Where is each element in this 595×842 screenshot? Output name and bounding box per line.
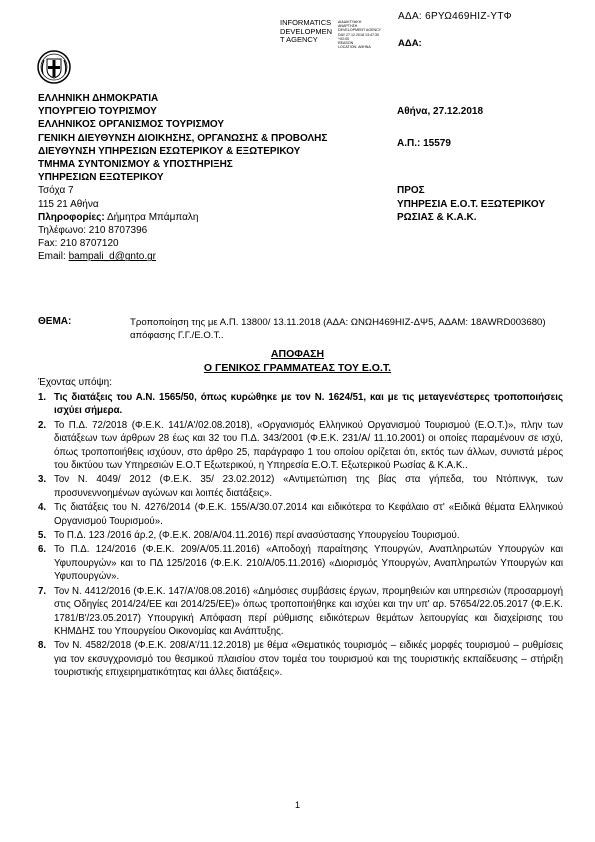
having-considered: Έχοντας υπόψη:	[38, 377, 112, 388]
header-general-directorate: ΓΕΝΙΚΗ ΔΙΕΥΘΥΝΣΗ ΔΙΟΙΚΗΣΗΣ, ΟΡΓΑΝΩΣΗΣ & ΠΡΟΒΟΛΗΣ	[38, 132, 328, 144]
list-item: 2. Το Π.Δ. 72/2018 (Φ.Ε.Κ. 141/Α'/02.08.2018), «Οργανισμός Ελληνικού Οργανισμού Τουρισμού (Ε.Ο.Τ.)», πλην των διατάξεων των άρθρων 28 έως και 32 του Π.Δ. 343/2001 (Φ.Ε.Κ. 231/Α/ 11.10.2001) οι οποίες παραμένουν σε ισχύ, όπως τροποποιήθεις ισχύουν, στο άρθρο 25, παράγραφο 1 του οποίου ορίζεται ότι, εκτός των άλλων, συνιστά μέρος του δικτύου των Υπηρεσιών Ε.Ο.Τ Εξωτερικού, η Υπηρεσία Ε.Ο.Τ. Εξωτερικού Ρωσίας & Κ.Α.Κ..	[38, 419, 563, 472]
list-item: 6. Το Π.Δ. 124/2016 (Φ.Ε.Κ. 209/Α/05.11.2016) «Αποδοχή παραίτησης Υπουργών, Αναπληρωτών Υπουργών και Υφυπουργών» και το ΠΔ 125/2016 (Φ.Ε.Κ. 210/Α/05.11.2016) «Διορισμός Υπουργών, Αναπληρωτών Υπουργών και Υφυπουργών».	[38, 544, 563, 583]
list-item: 8. Τον Ν. 4582/2018 (Φ.Ε.Κ. 208/Α'/11.12.2018) με θέμα «Θεματικός τουρισμός – ειδικές μορφές τουρισμού – ρυθμίσεις για τον εκσυγχρονισμό του θεσμικού πλαισίου στον τομέα του τουρισμού και της τουριστικής εκπαίδευσης – στήριξη τουριστικής επιχειρηματικότητας και άλλες διατάξεις».	[38, 640, 563, 679]
list-item: 1. Τις διατάξεις του Α.Ν. 1565/50, όπως κυρώθηκε με τον Ν. 1624/51, και με τις μεταγενέστερες τροποποιήσεις ισχύει σήμερα.	[38, 392, 563, 417]
list-item: 3. Τον Ν. 4049/ 2012 (Φ.Ε.Κ. 35/ 23.02.2012) «Αντιμετώπιση της βίας στα γήπεδα, του Ντόπινγκ, των προσυνεννοημένων αγώνων και λοιπές διατάξεις».	[38, 474, 563, 499]
header-department: ΤΜΗΜΑ ΣΥΝΤΟΝΙΣΜΟΥ & ΥΠΟΣΤΗΡΙΞΗΣ	[38, 159, 233, 170]
recipient-line-1: ΥΠΗΡΕΣΙΑ Ε.Ο.Τ. ΕΞΩΤΕΡΙΚΟΥ	[397, 198, 546, 210]
header-organization: ΕΛΛΗΝΙΚΟΣ ΟΡΓΑΝΙΣΜΟΣ ΤΟΥΡΙΣΜΟΥ	[38, 119, 225, 131]
hellenic-emblem-icon	[37, 50, 71, 84]
page-number: 1	[294, 800, 300, 810]
subject-text: Τροποποίηση της με Α.Π. 13800/ 13.11.2018 (ΑΔΑ: ΩΝΩΗ469ΗΙΖ-ΔΨ5, ΑΔΑΜ: 18AWRD003680) απόφασης Γ.Γ./Ε.Ο.Τ..	[130, 317, 546, 341]
list-item: 5. Το Π.Δ. 123 /2016 άρ.2, (Φ.Ε.Κ. 208/Α/04.11.2016) περί ανασύστασης Υπουργείου Τουρισμού.	[38, 530, 460, 542]
header-postal: 115 21 Αθήνα	[38, 198, 99, 210]
ada-label: ΑΔΑ:	[398, 38, 422, 49]
header-info: Πληροφορίες: Δήμητρα Μπάμπαλη	[38, 211, 199, 223]
header-phone: Τηλέφωνο: 210 8707396	[38, 225, 148, 236]
header-address: Τσόχα 7	[38, 185, 74, 197]
list-item: 4. Τις διατάξεις του Ν. 4276/2014 (Φ.Ε.Κ. 155/Α/30.07.2014 και ειδικότερα το Κεφάλαιο στ' «Ειδικά θέματα Ελληνικού Οργανισμού Τουρισμού».	[38, 502, 563, 527]
signature-details: ΔΙΑΔΙΚΤΥΑΚΗ ΑΝΑΡΤΗΣΗ DEVELOPMENT AGENCY DAY 27.12.2018 13:47:30 +02:00 REASON LOCATION: ΑΘΗΝΑ	[338, 20, 382, 50]
header-email: Email: bampali_d@gnto.gr	[38, 251, 157, 263]
protocol-number: Α.Π.: 15579	[397, 138, 451, 149]
header-directorate: ΔΙΕΥΘΥΝΣΗ ΥΠΗΡΕΣΙΩΝ ΕΣΩΤΕΡΙΚΟΥ & ΕΞΩΤΕΡΙΚΟΥ	[38, 145, 301, 157]
decision-subtitle: Ο ΓΕΝΙΚΟΣ ΓΡΑΜΜΑΤΕΑΣ ΤΟΥ Ε.Ο.Τ.	[203, 362, 392, 374]
recipient-label: ΠΡΟΣ	[397, 185, 425, 197]
decision-title: ΑΠΟΦΑΣΗ	[270, 348, 325, 360]
header-department-cont: ΥΠΗΡΕΣΙΩΝ ΕΞΩΤΕΡΙΚΟΥ	[38, 172, 164, 184]
document-date: Αθήνα, 27.12.2018	[397, 106, 484, 118]
subject-label: ΘΕΜΑ:	[38, 316, 72, 327]
considerations-list	[38, 391, 563, 681]
header-country: ΕΛΛΗΝΙΚΗ ΔΗΜΟΚΡΑΤΙΑ	[38, 93, 159, 104]
header-ministry: ΥΠΟΥΡΓΕΙΟ ΤΟΥΡΙΣΜΟΥ	[38, 106, 157, 118]
signature-org-name: INFORMATICS DEVELOPMEN T AGENCY	[280, 18, 333, 44]
recipient-line-2: ΡΩΣΙΑΣ & Κ.Α.Κ.	[397, 211, 477, 223]
ada-top: ΑΔΑ: 6ΡΥΩ469ΗΙΖ-ΥΤΦ	[398, 11, 512, 22]
header-fax: Fax: 210 8707120	[38, 238, 119, 250]
list-item: 7. Τον Ν. 4412/2016 (Φ.Ε.Κ. 147/Α'/08.08.2016) «Δημόσιες συμβάσεις έργων, προμηθειών και υπηρεσιών (προσαρμογή στις Οδηγίες 2014/24/ΕΕ και 2014/25/ΕΕ)» όπως τροποποιήθηκε και ισχύει και την υπ' αρ. 57654/22.05.2017 (Φ.Ε.Κ. 1781/Β'/23.05.2017) Υπουργική Απόφαση περί ρύθμισης ειδικότερων θεμάτων λειτουργίας και διαχείρισης του ΚΗΜΔΗΣ του Υπουργείου Οικονομίας και Ανάπτυξης.	[38, 585, 563, 637]
email-link[interactable]: bampali_d@gnto.gr	[68, 251, 157, 263]
